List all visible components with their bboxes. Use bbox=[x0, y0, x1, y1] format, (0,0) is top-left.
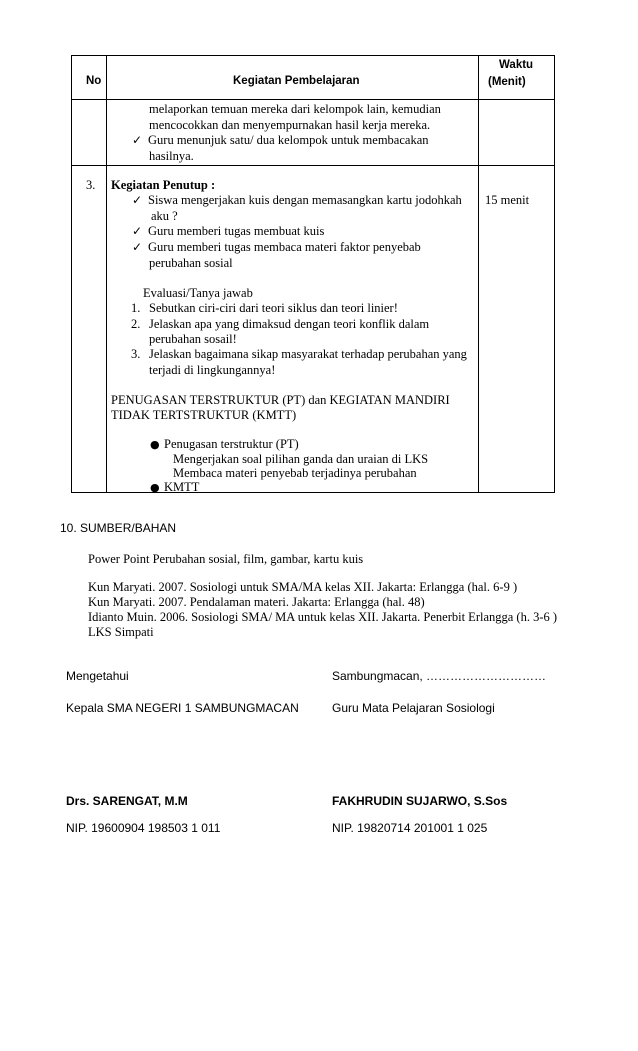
evaluation-item: 2. Jelaskan apa yang dimaksud dengan teori konflik dalam bbox=[131, 317, 430, 331]
left-signature-role: Kepala SMA NEGERI 1 SAMBUNGMACAN bbox=[66, 701, 299, 715]
bullet-item: ● Penugasan terstruktur (PT) bbox=[150, 437, 299, 451]
left-signature-label: Mengetahui bbox=[66, 669, 129, 683]
time-value: 15 menit bbox=[485, 193, 530, 207]
left-signature-name: Drs. SARENGAT, M.M bbox=[66, 794, 188, 808]
bullet-subitem: Mengerjakan soal pilihan ganda dan uraian di LKS bbox=[173, 452, 429, 466]
sources-heading: 10. SUMBER/BAHAN bbox=[60, 521, 177, 535]
media-list: Power Point Perubahan sosial, film, gambar, kartu kuis bbox=[88, 552, 364, 566]
evaluation-item: 3. Jelaskan bagaimana sikap masyarakat terhadap perubahan yang bbox=[131, 347, 467, 361]
checkmark-icon: ✓ bbox=[132, 133, 143, 147]
row-divider bbox=[72, 165, 554, 166]
right-signature-label: Sambungmacan, ………………………… bbox=[332, 669, 547, 683]
checkmark-icon: ✓ bbox=[132, 240, 143, 254]
row-number: 3. bbox=[86, 178, 96, 192]
bullet-icon: ● bbox=[150, 438, 160, 451]
assignment-heading-line-2: TIDAK TERTSTRUKTUR (KMTT) bbox=[111, 408, 297, 422]
header-no: No bbox=[86, 75, 102, 87]
right-signature-name: FAKHRUDIN SUJARWO, S.Sos bbox=[332, 794, 508, 808]
checklist-item: ✓ Guru menunjuk satu/ dua kelompok untuk membacakan bbox=[132, 133, 429, 147]
checkmark-icon: ✓ bbox=[132, 224, 143, 238]
header-time-line2: (Menit) bbox=[488, 76, 526, 88]
bullet-item: ● KMTT bbox=[150, 480, 200, 494]
checklist-item: ✓ Guru memberi tugas membaca materi faktor penyebab bbox=[132, 240, 421, 254]
evaluation-title: Evaluasi/Tanya jawab bbox=[143, 286, 253, 300]
right-signature-role: Guru Mata Pelajaran Sosiologi bbox=[332, 701, 495, 715]
evaluation-item-line-2: perubahan sosail! bbox=[149, 332, 237, 346]
checklist-item: ✓ Guru memberi tugas membuat kuis bbox=[132, 224, 325, 238]
checkmark-icon: ✓ bbox=[132, 193, 143, 207]
assignment-heading-line-1: PENUGASAN TERSTRUKTUR (PT) dan KEGIATAN MANDIRI bbox=[111, 393, 450, 407]
closing-activity-title: Kegiatan Penutup : bbox=[111, 178, 216, 192]
left-signature-nip: NIP. 19600904 198503 1 011 bbox=[66, 821, 221, 835]
continued-item-line-2: hasilnya. bbox=[149, 149, 194, 163]
bullet-icon: ● bbox=[150, 481, 160, 494]
header-time-line1: Waktu bbox=[499, 59, 534, 71]
checklist-item-line-2: perubahan sosial bbox=[149, 256, 233, 270]
reference-item: Kun Maryati. 2007. Pendalaman materi. Jakarta: Erlangga (hal. 48) bbox=[88, 595, 425, 609]
column-divider bbox=[478, 56, 479, 492]
right-signature-nip: NIP. 19820714 201001 1 025 bbox=[332, 821, 488, 835]
column-divider bbox=[106, 56, 107, 492]
reference-item: LKS Simpati bbox=[88, 625, 154, 639]
evaluation-item-line-2: terjadi di lingkungannya! bbox=[149, 363, 276, 377]
continued-line-2: mencocokkan dan menyempurnakan hasil kerja mereka. bbox=[149, 118, 431, 132]
header-activity: Kegiatan Pembelajaran bbox=[233, 75, 360, 87]
checklist-item: ✓ Siswa mengerjakan kuis dengan memasangkan kartu jodohkah bbox=[132, 193, 462, 207]
evaluation-item: 1. Sebutkan ciri-ciri dari teori siklus dan teori linier! bbox=[131, 301, 398, 315]
row-divider bbox=[72, 99, 554, 100]
reference-item: Idianto Muin. 2006. Sosiologi SMA/ MA untuk kelas XII. Jakarta. Penerbit Erlangga (h. 3-6 ) bbox=[88, 610, 558, 624]
reference-item: Kun Maryati. 2007. Sosiologi untuk SMA/MA kelas XII. Jakarta: Erlangga (hal. 6-9 ) bbox=[88, 580, 518, 594]
continued-line-1: melaporkan temuan mereka dari kelompok lain, kemudian bbox=[149, 102, 441, 116]
bullet-subitem: Membaca materi penyebab terjadinya perubahan bbox=[173, 466, 417, 480]
checklist-item-line-2: aku ? bbox=[151, 209, 178, 223]
